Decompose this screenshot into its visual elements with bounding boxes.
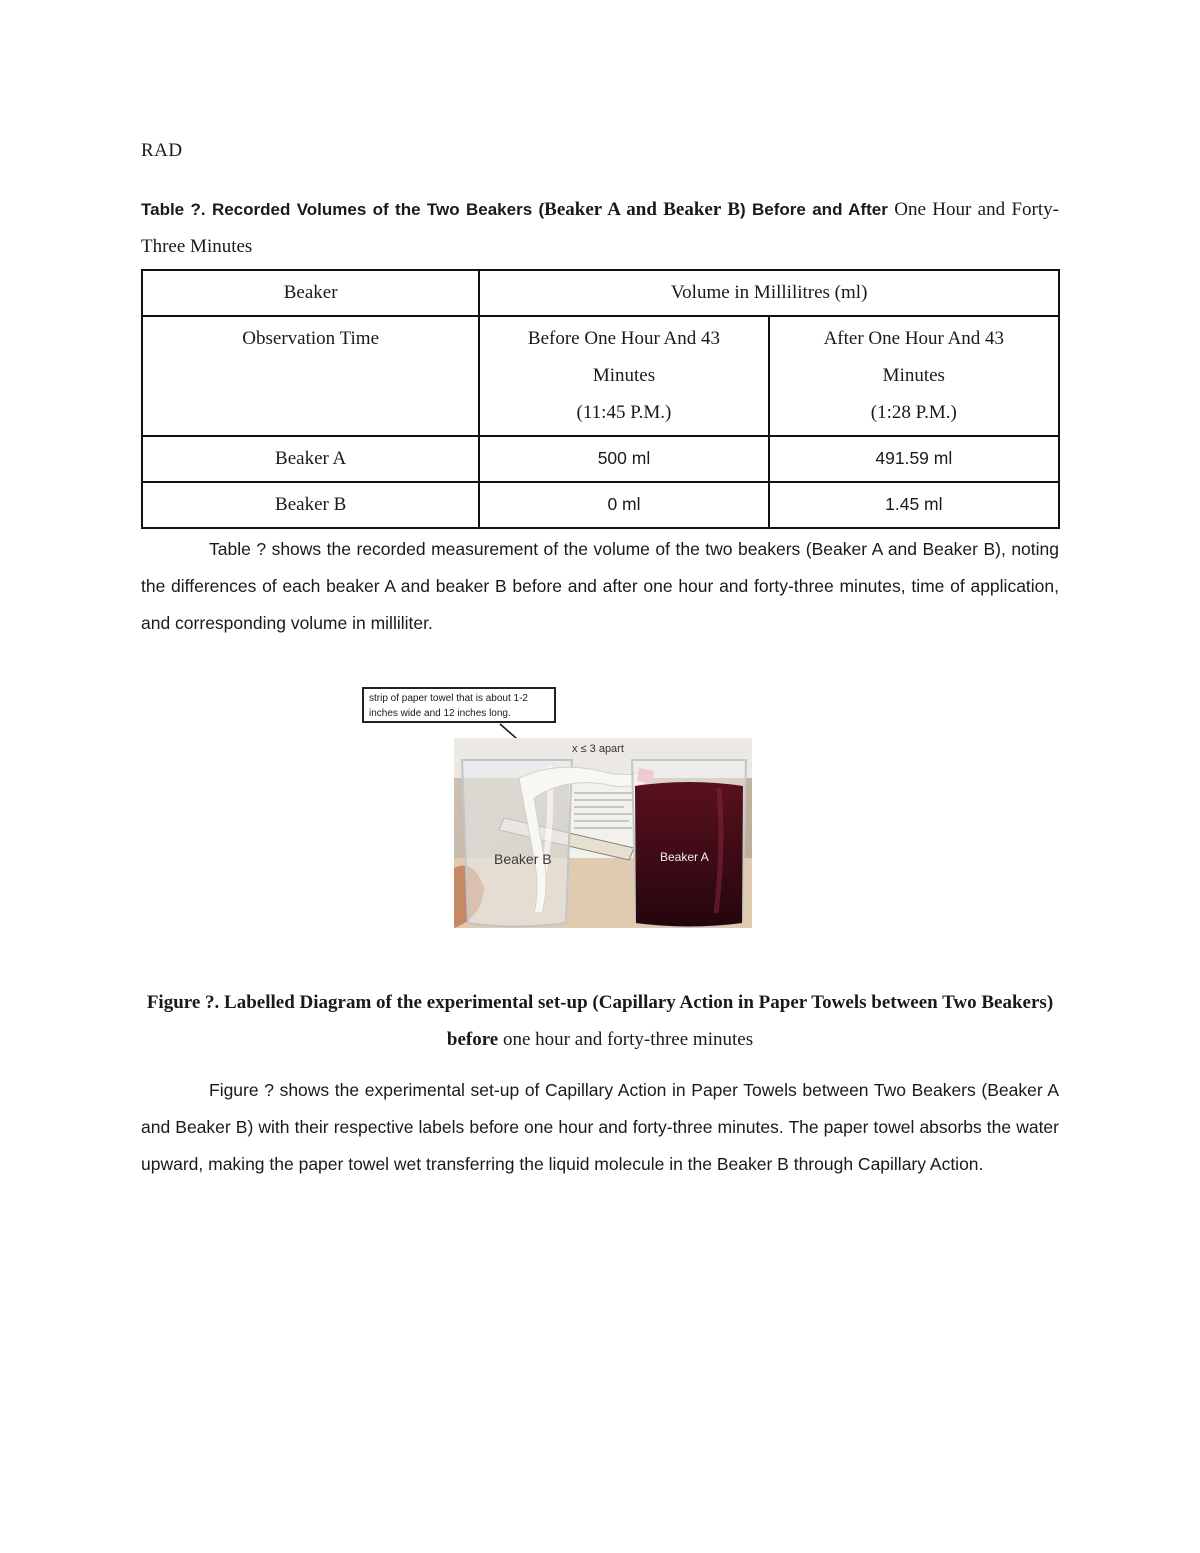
header-volume: Volume in Millilitres (ml) bbox=[479, 270, 1059, 316]
beaker-b-after: 1.45 ml bbox=[769, 482, 1059, 528]
table-caption-prefix: Table ?. Recorded Volumes of the Two Beakers ( bbox=[141, 200, 545, 219]
table-row bbox=[142, 482, 1059, 528]
volume-table bbox=[141, 269, 1060, 529]
table-caption bbox=[141, 191, 1059, 265]
after-time-cell: After One Hour And 43 Minutes (1:28 P.M.) bbox=[769, 316, 1059, 436]
before-time-cell: Before One Hour And 43 Minutes (11:45 P.M.) bbox=[479, 316, 768, 436]
beaker-b-before: 0 ml bbox=[479, 482, 768, 528]
page-header: RAD bbox=[141, 140, 183, 161]
callout-label: strip of paper towel that is about 1-2 inches wide and 12 inches long. bbox=[362, 687, 556, 723]
table-caption-tail: One Hour and Forty-Three Minutes bbox=[141, 199, 1059, 257]
header-beaker: Beaker bbox=[142, 270, 479, 316]
observation-time-label: Observation Time bbox=[142, 316, 479, 436]
row-beaker-a: Beaker A bbox=[142, 436, 479, 482]
paragraph-table-description: Table ? shows the recorded measurement of the volume of the two beakers (Beaker A and Beaker B), noting the differences of each beaker A and beaker B before and after one hour and forty-three minutes, time of application, and corresponding volume in milliliter. bbox=[141, 539, 1059, 633]
beaker-a-after: 491.59 ml bbox=[769, 436, 1059, 482]
table-caption-beakers: Beaker A and Beaker B bbox=[544, 199, 741, 220]
experiment-photo bbox=[454, 738, 752, 928]
distance-label: x ≤ 3 apart bbox=[572, 743, 624, 755]
table-caption-mid: ) Before and After bbox=[740, 200, 888, 219]
table-row bbox=[142, 316, 1059, 436]
beaker-a-label: Beaker A bbox=[660, 850, 709, 864]
beaker-a-before: 500 ml bbox=[479, 436, 768, 482]
row-beaker-b: Beaker B bbox=[142, 482, 479, 528]
beaker-b-label: Beaker B bbox=[494, 851, 552, 867]
figure-caption: Figure ?. Labelled Diagram of the experimental set-up (Capillary Action in Paper Towels between Two Beakers) before one hour and forty-three minutes bbox=[146, 992, 1054, 1050]
paragraph-figure-description: Figure ? shows the experimental set-up of Capillary Action in Paper Towels between Two Beakers (Beaker A and Beaker B) with their respective labels before one hour and forty-three minutes. The paper towel absorbs the water upward, making the paper towel wet transferring the liquid molecule in the Beaker B through Capillary Action. bbox=[141, 1080, 1059, 1174]
table-header-row bbox=[142, 270, 1059, 316]
table-row bbox=[142, 436, 1059, 482]
